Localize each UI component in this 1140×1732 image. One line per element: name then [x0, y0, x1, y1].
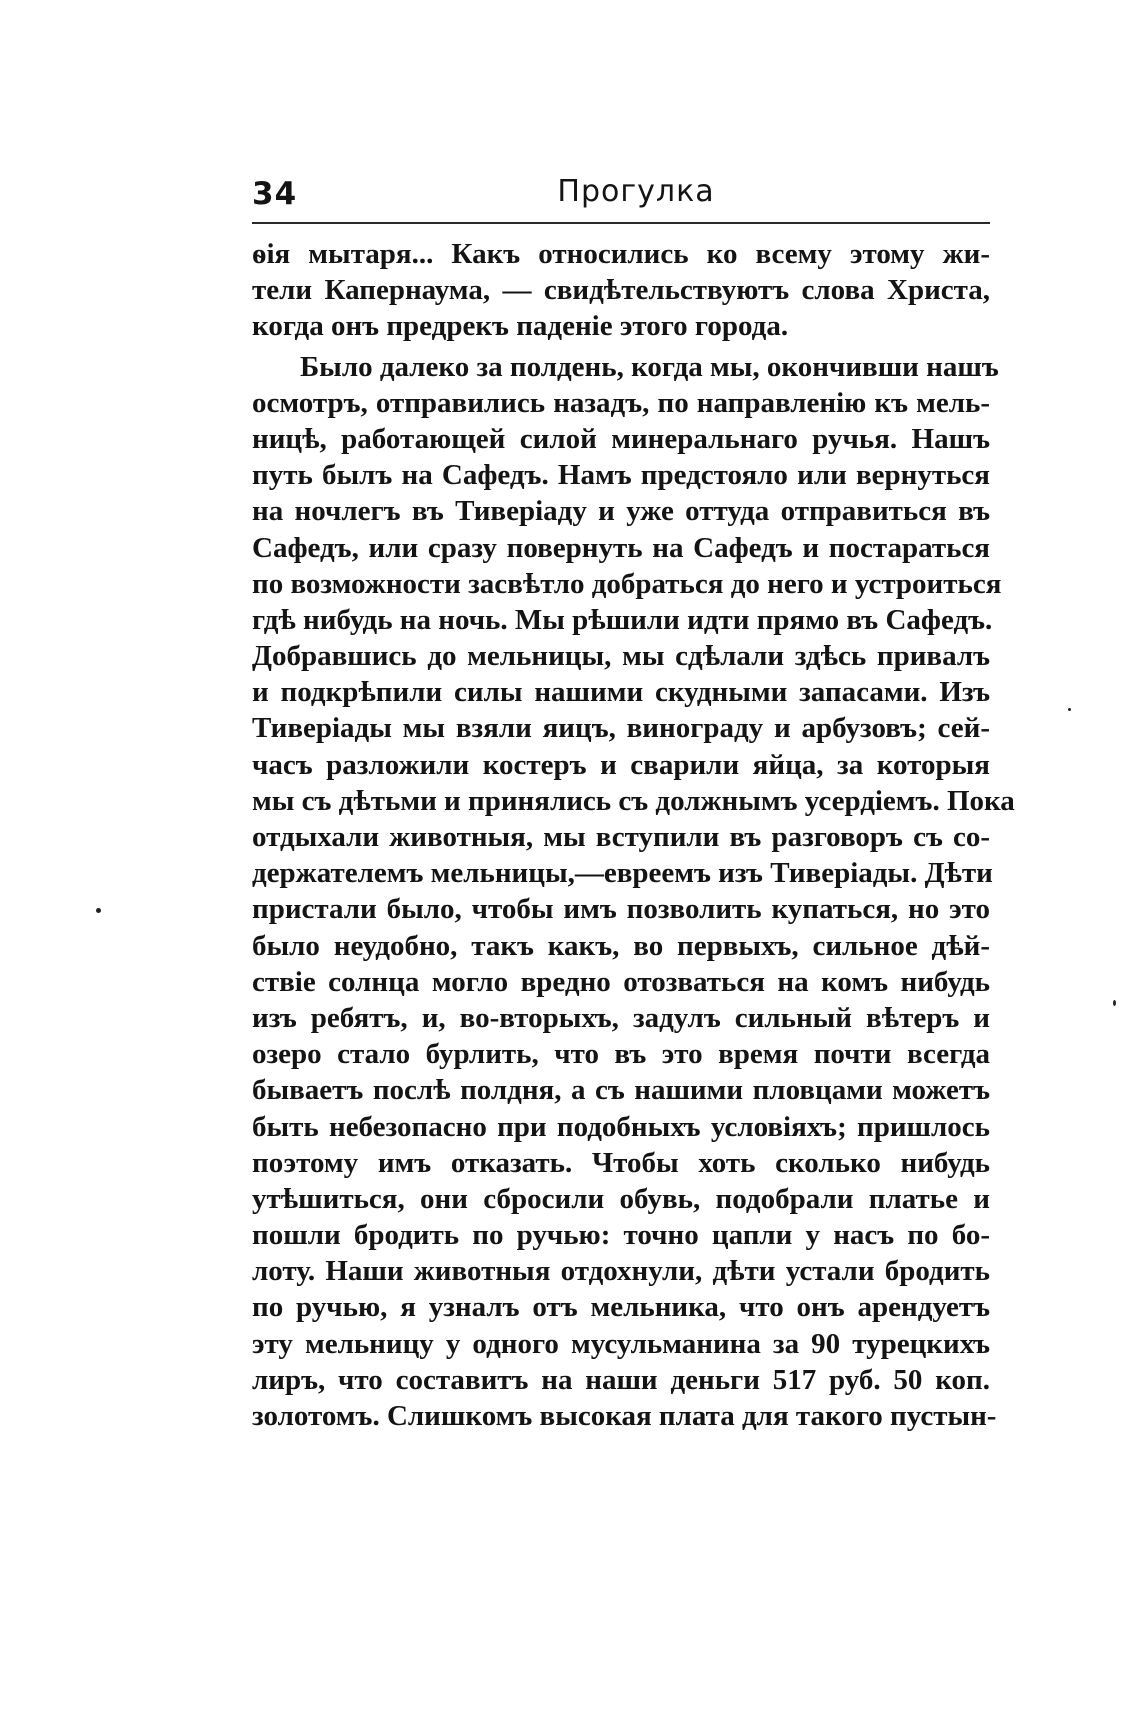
text-line: озеро стало бурлить, что въ это время почти всегда — [252, 1038, 990, 1071]
text-line: и подкрѣпили силы нашими скудными запасами. Изъ — [252, 676, 990, 709]
text-line: лиръ, что составитъ на наши деньги 517 руб. 50 коп. — [252, 1363, 990, 1396]
text-line: по возможности засвѣтло добраться до него и устроиться — [252, 567, 1002, 600]
text-line: держателемъ мельницы,—евреемъ изъ Тиверіады. Дѣти — [252, 857, 993, 890]
page-number: 34 — [252, 176, 298, 212]
print-speck — [96, 908, 101, 913]
header-rule — [252, 222, 990, 224]
text-line: пристали было, чтобы имъ позволить купаться, но это — [252, 893, 990, 926]
print-speck — [1068, 708, 1071, 711]
text-line: осмотръ, отправились назадъ, по направленію къ мель- — [252, 386, 990, 419]
text-line: путь былъ на Сафедъ. Намъ предстояло или вернуться — [252, 459, 990, 492]
text-line: когда онъ предрекъ паденіе этого города. — [252, 310, 789, 343]
text-line: ницѣ, работающей силой минеральнаго ручья. Нашъ — [252, 422, 990, 455]
paragraph-1 — [252, 236, 990, 345]
text-line: быть небезопасно при подобныхъ условіяхъ; пришлось — [252, 1110, 990, 1143]
text-line: утѣшиться, они сбросили обувь, подобрали платье и — [252, 1182, 990, 1215]
text-line: часъ разложили костеръ и сварили яйца, за которыя — [252, 748, 990, 781]
text-line: ѳія мытаря... Какъ относились ко всему этому жи- — [252, 238, 990, 270]
running-title: Прогулка — [557, 174, 715, 209]
text-line: гдѣ нибудь на ночь. Мы рѣшили идти прямо въ Сафедъ. — [252, 603, 993, 636]
text-line: Добравшись до мельницы, мы сдѣлали здѣсь привалъ — [252, 640, 990, 673]
text-line: пошли бродить по ручью: точно цапли у насъ по бо- — [252, 1219, 990, 1252]
text-line: Было далеко за полдень, когда мы, окончивши нашъ — [300, 350, 999, 383]
text-line: изъ ребятъ, и, во-вторыхъ, задулъ сильный вѣтеръ и — [252, 1001, 990, 1034]
text-line: было неудобно, такъ какъ, во первыхъ, сильное дѣй- — [252, 929, 990, 962]
text-line: Тиверіады мы взяли яицъ, винограду и арбузовъ; сей- — [252, 712, 990, 745]
text-line: ствіе солнца могло вредно отозваться на комъ нибудь — [252, 965, 990, 998]
text-line: эту мельницу у одного мусульманина за 90 турецкихъ — [252, 1327, 990, 1360]
text-line: мы съ дѣтьми и принялись съ должнымъ усердіемъ. Пока — [252, 784, 1015, 817]
text-line: золотомъ. Слишкомъ высокая плата для такого пустын- — [252, 1400, 997, 1432]
text-line: тели Капернаума, — свидѣтельствуютъ слова Христа, — [252, 274, 990, 307]
text-line: Сафедъ, или сразу повернуть на Сафедъ и постараться — [252, 531, 990, 564]
text-line: на ночлегъ въ Тиверіаду и уже оттуда отправиться въ — [252, 495, 990, 528]
text-line: лоту. Наши животныя отдохнули, дѣти устали бродить — [252, 1255, 990, 1288]
text-line: бываетъ послѣ полдня, а съ нашими пловцами можетъ — [252, 1074, 990, 1107]
body-text — [252, 236, 1015, 1434]
text-line: по ручью, я узналъ отъ мельника, что онъ арендуетъ — [252, 1291, 990, 1324]
paragraph-2 — [252, 349, 1015, 1435]
page-header — [252, 174, 990, 222]
text-line: поэтому имъ отказать. Чтобы хоть сколько нибудь — [252, 1146, 990, 1179]
text-line: отдыхали животныя, мы вступили въ разговоръ съ со- — [252, 821, 990, 853]
print-speck — [1113, 1000, 1116, 1006]
